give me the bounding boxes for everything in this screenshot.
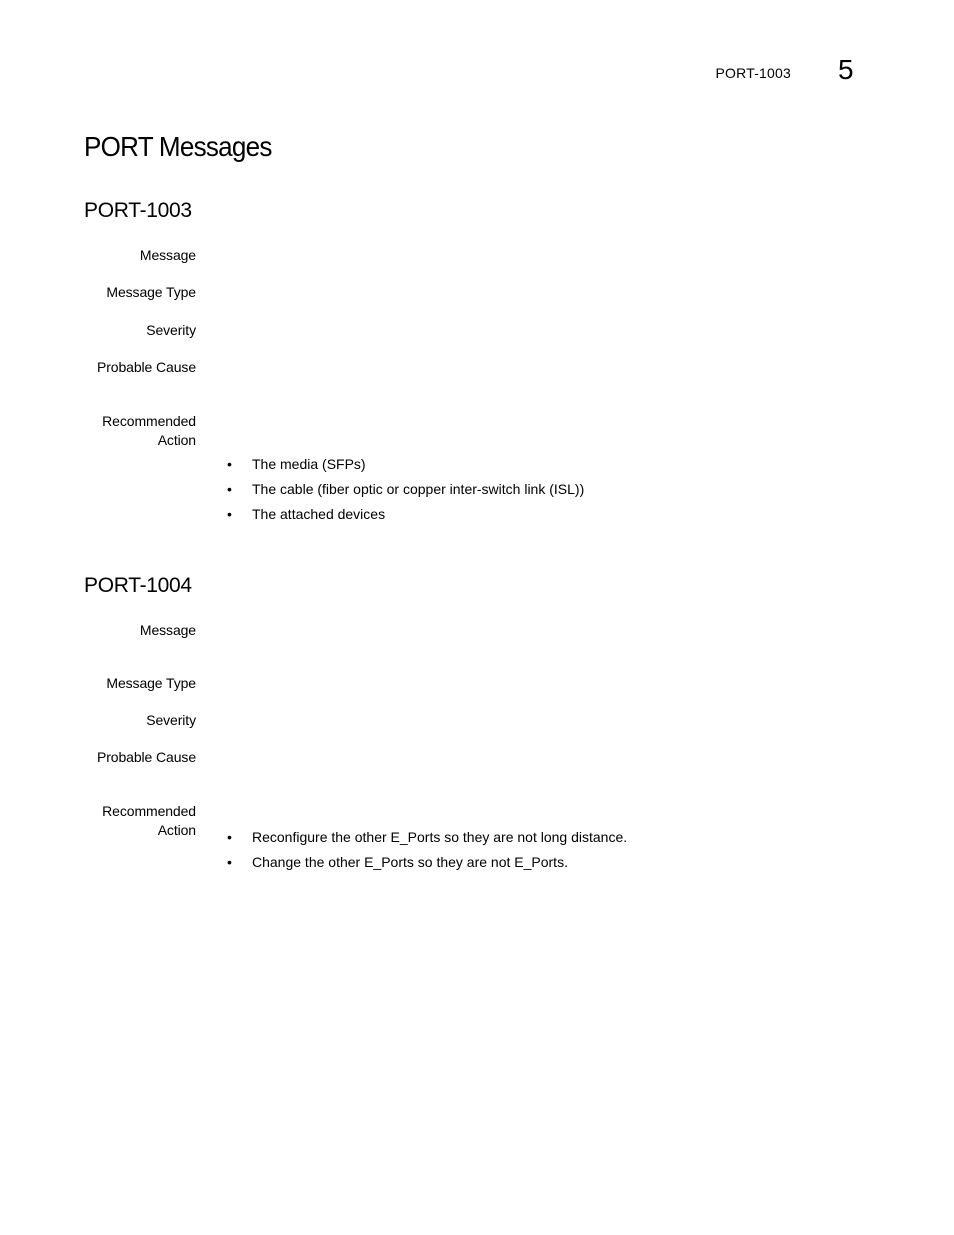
list-item-text: Reconfigure the other E_Ports so they are not long distance. — [252, 829, 628, 845]
list-item-text: Change the other E_Ports so they are not E_Ports. — [252, 854, 568, 870]
label-probable-cause: Probable Cause — [97, 749, 196, 765]
list-item — [226, 455, 584, 480]
bullet-icon: • — [227, 481, 232, 497]
label-message-type: Message Type — [106, 675, 196, 691]
section-title: PORT-1003 — [84, 199, 192, 222]
section-title: PORT-1004 — [84, 574, 192, 597]
list-item — [226, 828, 627, 853]
label-message: Message — [139, 247, 196, 263]
bullet-icon: • — [227, 854, 232, 870]
label-severity: Severity — [146, 712, 196, 728]
list-item-text: The cable (fiber optic or copper inter-switch link (ISL)) — [252, 481, 585, 497]
recommended-action-list — [226, 455, 584, 530]
bullet-icon: • — [227, 506, 232, 522]
page-title: PORT Messages — [84, 131, 272, 162]
label-action: Action — [157, 432, 196, 448]
label-severity: Severity — [146, 322, 196, 338]
list-item — [226, 480, 584, 505]
running-head: PORT-1003 — [715, 65, 791, 81]
bullet-icon: • — [227, 829, 232, 845]
list-item — [226, 853, 627, 878]
label-message: Message — [139, 622, 196, 638]
label-action: Action — [157, 822, 196, 838]
label-recommended: Recommended — [102, 803, 196, 819]
label-recommended: Recommended — [102, 413, 196, 429]
list-item-text: The media (SFPs) — [252, 456, 366, 472]
chapter-number: 5 — [838, 54, 854, 85]
label-probable-cause: Probable Cause — [97, 359, 196, 375]
list-item — [226, 505, 584, 530]
label-message-type: Message Type — [106, 284, 196, 300]
recommended-action-list — [226, 828, 627, 878]
list-item-text: The attached devices — [252, 506, 386, 522]
bullet-icon: • — [227, 456, 232, 472]
